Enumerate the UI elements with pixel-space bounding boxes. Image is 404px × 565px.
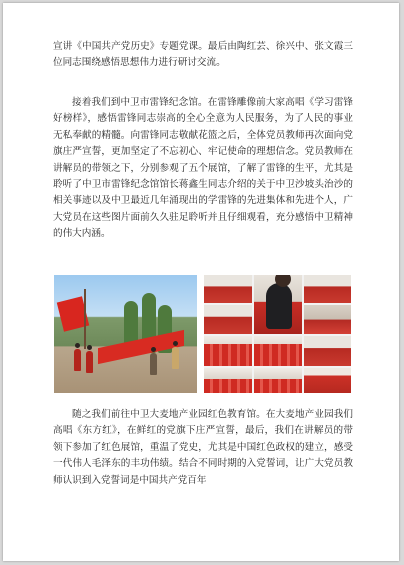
collage-photo-2: [204, 305, 252, 334]
collage-photo-1: [204, 275, 252, 303]
collage-photo-10: [254, 368, 302, 393]
crowd-shape: [204, 344, 252, 366]
paragraph-1: 宣讲《中国共产党历史》专题党课。最后由陶红芸、徐兴中、张文霞三位同志围绕感悟思想伟力进行研讨交流。: [53, 41, 353, 69]
collage-photo-8: [304, 336, 351, 366]
paragraph-2: 接着我们到中卫市雷锋纪念馆。在雷锋雕像前大家高唱《学习雷锋好榜样》，感悟雷锋同志崇高的全心全意为人民服务，为了人民的事业无私奉献的精髓。向雷锋同志敬献花篮之后，全体党员教师再次面向党旗庄严宣誓，更加坚定了不忘初心、牢记使命的理想信念。党员教师在讲解员的带领之下，分别参观了五个展馆，了解了雷锋的生平，尤其是聆听了中卫市雷锋纪念馆馆长蒋鑫生同志介绍的关于中卫沙坡头治沙的相关事迹以及中卫最近几年涌现出的学雷锋的先进集体和先进个人，广大党员在这些图片面前久久驻足聆听并且仔细观看，充分感悟中卫精神的伟大内涵。: [53, 97, 353, 240]
collage-photo-6: [204, 336, 252, 366]
collage-photo-3: [254, 275, 302, 334]
collage-photo-5: [304, 305, 351, 334]
collage-photo-11: [304, 368, 351, 393]
person-shape: [86, 351, 93, 373]
paragraph-3: 随之我们前往中卫大麦地产业园红色教育馆。在大麦地产业园我们高唱《东方红》，在鲜红的党旗下庄严宣誓，最后，我们在讲解员的带领下参加了红色展馆，重温了党史，尤其是中国红色政权的建立，感受一代伟人毛泽东的丰功伟绩。结合不同时期的入党誓词，让广大党员教师认识到入党誓词是中国共产党百年: [53, 409, 353, 486]
person-shape: [150, 353, 157, 375]
crowd-shape: [254, 379, 302, 393]
person-shape: [172, 347, 179, 369]
crowd-shape: [254, 344, 302, 366]
flag-pole-shape: [84, 289, 86, 349]
collage-photo-4: [304, 275, 351, 303]
person-shape: [74, 349, 81, 371]
document-page: [3, 3, 399, 561]
speaker-figure: [266, 283, 292, 329]
photo-collage: [204, 275, 351, 393]
collage-photo-7: [254, 336, 302, 366]
crowd-shape: [204, 379, 252, 393]
group-photo-outdoor: [54, 275, 197, 393]
collage-photo-9: [204, 368, 252, 393]
